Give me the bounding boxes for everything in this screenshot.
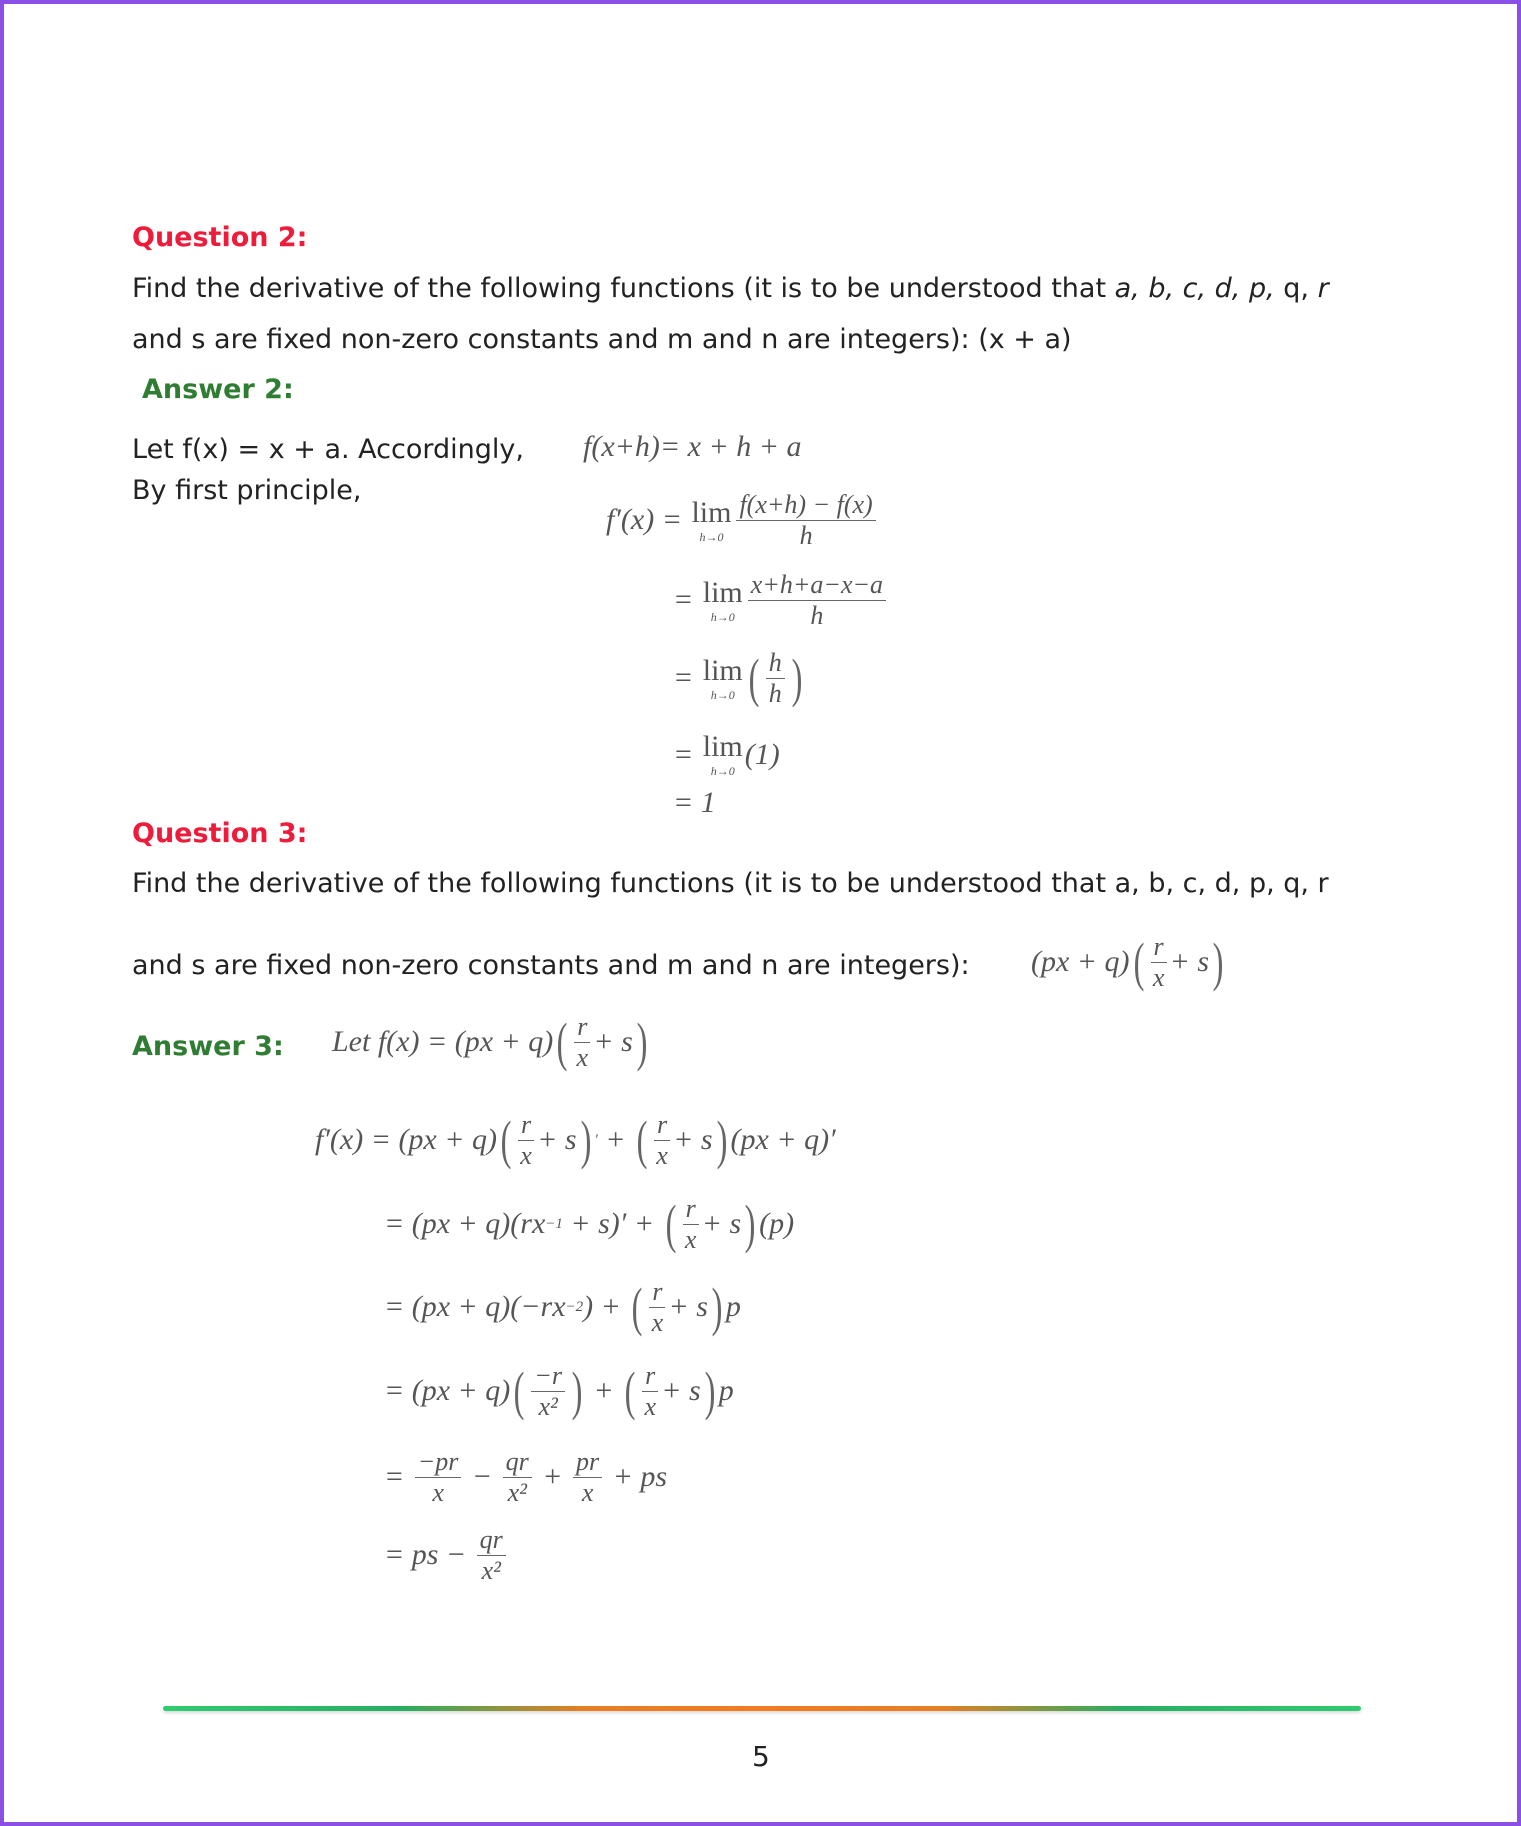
- question-2-text-line1: [132, 273, 1329, 304]
- math-text: + ps: [605, 1460, 668, 1494]
- math-fraction: [503, 1447, 532, 1508]
- math-text: = x + h + a: [659, 430, 802, 463]
- equation-f-x-plus-h: [583, 430, 801, 464]
- math-fraction: [573, 1447, 602, 1508]
- q2-line1-q: q,: [1283, 273, 1318, 304]
- fraction-denominator: x²: [507, 1477, 527, 1507]
- math-text: + s: [593, 1025, 633, 1059]
- fraction-denominator: x: [1152, 962, 1165, 992]
- question-3-text-line2: and s are fixed non-zero constants and m and n are integers):: [132, 950, 970, 981]
- math-text: −: [464, 1460, 500, 1494]
- math-text: f: [583, 430, 592, 463]
- answer-2-principle: By first principle,: [132, 475, 362, 506]
- math-text: p: [725, 1290, 741, 1324]
- fraction-numerator: r: [1151, 932, 1167, 963]
- limit-subscript: h→0: [699, 529, 724, 544]
- answer-3-step-2: [384, 1194, 794, 1255]
- question-2-text-line2: and s are fixed non-zero constants and m and n are integers): (x + a): [132, 324, 1072, 355]
- math-text: (px + q): [1031, 945, 1130, 979]
- fraction-numerator: −pr: [415, 1447, 462, 1478]
- math-text: = ps −: [384, 1538, 474, 1572]
- math-text: (: [591, 430, 602, 463]
- limit-label: lim: [691, 495, 732, 529]
- math-limit: [703, 730, 743, 779]
- fraction-numerator: −r: [531, 1361, 565, 1392]
- math-fraction: [642, 1361, 658, 1422]
- math-bracket: (: [665, 1194, 676, 1255]
- answer-2-heading: Answer 2:: [142, 374, 294, 405]
- fraction-numerator: r: [649, 1277, 665, 1308]
- math-bracket: (: [636, 1110, 648, 1171]
- math-bracket: ): [580, 1110, 591, 1171]
- math-text: + s: [673, 1123, 713, 1157]
- math-bracket: (: [556, 1012, 568, 1073]
- math-limit: [691, 496, 731, 545]
- math-text: ) +: [583, 1290, 629, 1324]
- math-fraction: [683, 1194, 699, 1255]
- math-text: ): [649, 430, 660, 463]
- limit-label: lim: [702, 653, 743, 687]
- math-text: =: [673, 661, 701, 695]
- fraction-denominator: x: [581, 1477, 594, 1507]
- fraction-numerator: x+h+a−x−a: [748, 570, 886, 601]
- math-text: =: [384, 1460, 412, 1494]
- q2-line1-r: r: [1317, 273, 1329, 304]
- answer-3-step-5: [384, 1447, 667, 1508]
- question-2-heading: Question 2:: [132, 222, 308, 253]
- fraction-denominator: x: [684, 1224, 697, 1254]
- limit-subscript: h→0: [710, 764, 735, 778]
- math-limit: [703, 654, 743, 703]
- math-bracket: (: [748, 648, 760, 709]
- math-text: + s: [701, 1207, 742, 1241]
- math-text: = (px + q): [384, 1374, 511, 1408]
- fraction-denominator: h: [799, 520, 813, 550]
- math-text: + s: [668, 1290, 708, 1324]
- math-fraction: [736, 490, 875, 551]
- math-text: (px + q)′: [730, 1123, 836, 1157]
- answer-3-result: [384, 1525, 509, 1586]
- equation-derivative-definition: [606, 490, 879, 551]
- math-text: f′(x) =: [606, 503, 690, 537]
- math-text: x+h: [601, 430, 650, 463]
- math-bracket: (: [513, 1361, 525, 1422]
- math-fraction: [518, 1110, 534, 1171]
- limit-subscript: h→0: [710, 687, 735, 702]
- math-text: = 1: [673, 786, 716, 819]
- fraction-numerator: h: [766, 648, 785, 679]
- math-fraction: [415, 1447, 462, 1508]
- fraction-denominator: h: [810, 600, 824, 630]
- page-number: 5: [752, 1740, 770, 1773]
- math-bracket: ): [704, 1361, 716, 1422]
- math-text: Let f(x) = (px + q): [332, 1025, 554, 1059]
- question-3-text-line1: Find the derivative of the following functions (it is to be understood that a, b, c, d, p, q, r: [132, 868, 1329, 899]
- math-fraction: [649, 1277, 665, 1338]
- limit-subscript: h→0: [710, 609, 735, 624]
- math-bracket: ): [636, 1012, 648, 1073]
- math-fraction: [766, 648, 785, 709]
- math-text: (p): [759, 1207, 795, 1241]
- math-text: p: [718, 1374, 734, 1408]
- math-text: (1): [744, 737, 780, 771]
- fraction-denominator: h: [768, 678, 782, 708]
- fraction-numerator: r: [683, 1194, 699, 1225]
- math-text: + s: [661, 1374, 701, 1408]
- math-text: =: [673, 583, 701, 617]
- math-text: +: [597, 1123, 634, 1157]
- q2-line1-vars: a, b, c, d, p,: [1114, 273, 1284, 304]
- math-bracket: (: [624, 1361, 636, 1422]
- math-fraction: [748, 570, 886, 631]
- fraction-numerator: r: [518, 1110, 534, 1141]
- fraction-numerator: r: [642, 1361, 658, 1392]
- fraction-numerator: r: [654, 1110, 670, 1141]
- math-fraction: [477, 1525, 506, 1586]
- question-3-expression: [1031, 932, 1227, 993]
- fraction-denominator: x: [644, 1391, 656, 1421]
- fraction-numerator: qr: [503, 1447, 532, 1478]
- fraction-denominator: x: [520, 1140, 532, 1170]
- fraction-denominator: x: [576, 1042, 589, 1072]
- answer-3-step-3: [384, 1277, 741, 1338]
- math-text: f′(x) = (px + q): [315, 1123, 497, 1157]
- fraction-numerator: pr: [573, 1447, 602, 1478]
- answer-3-heading: Answer 3:: [132, 1031, 284, 1062]
- equation-result: [673, 786, 716, 820]
- math-text: + s: [537, 1123, 577, 1157]
- answer-3-let: [332, 1012, 651, 1073]
- math-bracket: ): [716, 1110, 727, 1171]
- math-bracket: (: [500, 1110, 512, 1171]
- footer-divider: [163, 1706, 1361, 1711]
- math-superscript: −1: [545, 1215, 563, 1232]
- math-bracket: ): [571, 1361, 583, 1422]
- math-bracket: (: [1133, 932, 1144, 993]
- math-fraction: [531, 1361, 565, 1422]
- math-text: +: [534, 1460, 571, 1494]
- math-bracket: (: [631, 1277, 643, 1338]
- math-fraction: [1151, 932, 1167, 993]
- fraction-denominator: x²: [481, 1555, 501, 1585]
- equation-step-1: [673, 570, 889, 631]
- fraction-denominator: x: [656, 1140, 668, 1170]
- fraction-denominator: x²: [538, 1391, 558, 1421]
- answer-3-step-4: [384, 1361, 734, 1422]
- math-fraction: [654, 1110, 670, 1171]
- fraction-numerator: r: [574, 1012, 590, 1043]
- math-bracket: ): [744, 1194, 756, 1255]
- question-3-heading: Question 3:: [132, 818, 308, 849]
- limit-label: lim: [702, 575, 743, 609]
- math-text: = (px + q)(rx: [384, 1207, 546, 1241]
- math-bracket: ): [791, 648, 803, 709]
- math-limit: [703, 576, 743, 625]
- q2-line1-text: Find the derivative of the following functions (it is to be understood that: [132, 273, 1115, 304]
- fraction-numerator: qr: [477, 1525, 506, 1556]
- answer-3-step-1: [315, 1110, 836, 1171]
- limit-label: lim: [702, 730, 743, 763]
- math-text: =: [673, 737, 701, 771]
- equation-step-2: [673, 648, 806, 709]
- equation-step-3: [673, 730, 780, 779]
- math-superscript: ′: [594, 1131, 598, 1148]
- math-text: + s: [1169, 945, 1210, 979]
- fraction-denominator: x: [651, 1307, 664, 1337]
- math-bracket: ): [1212, 932, 1224, 993]
- math-text: + s)′ +: [562, 1207, 662, 1241]
- math-text: = (px + q)(−rx: [384, 1290, 566, 1324]
- fraction-denominator: x: [432, 1477, 444, 1507]
- fraction-numerator: f(x+h) − f(x): [736, 490, 875, 521]
- math-superscript: −2: [565, 1298, 584, 1315]
- answer-2-let: Let f(x) = x + a. Accordingly,: [132, 434, 524, 465]
- math-fraction: [574, 1012, 590, 1073]
- math-bracket: ): [711, 1277, 723, 1338]
- math-text: +: [585, 1374, 622, 1408]
